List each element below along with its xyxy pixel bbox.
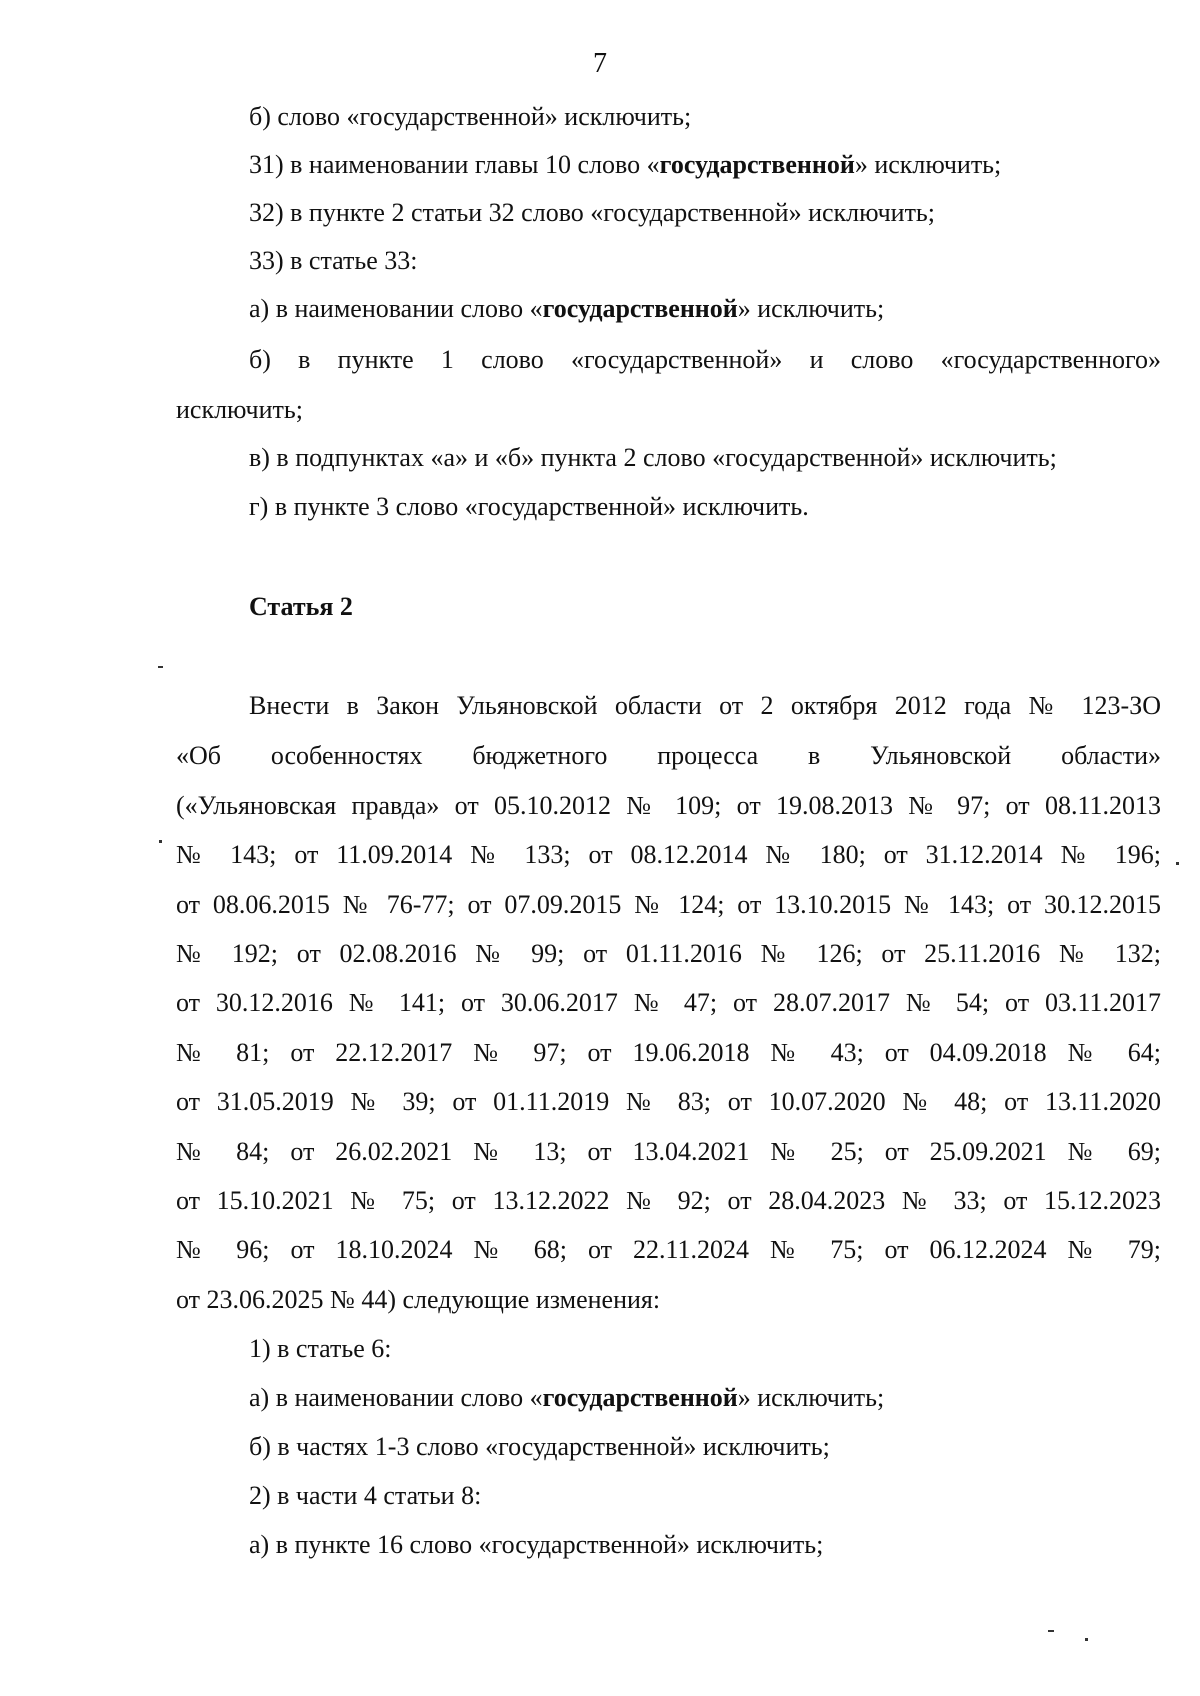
body-line: № 84; от 26.02.2021 № 13; от 13.04.2021 № 25; от 25.09.2021 № 69;: [176, 1137, 1161, 1166]
list-item: 31) в наименовании главы 10 слово «государственной» исключить;: [249, 150, 1002, 179]
scan-speck: [1176, 862, 1179, 865]
list-item: 33) в статье 33:: [249, 246, 418, 275]
body-line: № 192; от 02.08.2016 № 99; от 01.11.2016 № 126; от 25.11.2016 № 132;: [176, 939, 1161, 968]
list-item: 32) в пункте 2 статьи 32 слово «государственной» исключить;: [249, 198, 936, 227]
body-line: от 30.12.2016 № 141; от 30.06.2017 № 47; от 28.07.2017 № 54; от 03.11.2017: [176, 988, 1161, 1017]
scan-speck: [1048, 1630, 1054, 1632]
article-heading: Статья 2: [249, 592, 353, 621]
list-item: в) в подпунктах «а» и «б» пункта 2 слово «государственной» исключить;: [249, 443, 1057, 472]
scan-speck: [1085, 1638, 1088, 1641]
list-item: а) в наименовании слово «государственной» исключить;: [249, 1383, 885, 1412]
scan-speck: [158, 666, 163, 668]
list-item: а) в наименовании слово «государственной» исключить;: [249, 294, 885, 323]
body-line: № 96; от 18.10.2024 № 68; от 22.11.2024 № 75; от 06.12.2024 № 79;: [176, 1235, 1161, 1264]
page-number: 7: [593, 48, 607, 79]
body-line: от 08.06.2015 № 76-77; от 07.09.2015 № 124; от 13.10.2015 № 143; от 30.12.2015: [176, 890, 1161, 919]
body-line: № 81; от 22.12.2017 № 97; от 19.06.2018 № 43; от 04.09.2018 № 64;: [176, 1038, 1161, 1067]
scan-speck: [159, 840, 162, 843]
list-item: б) в частях 1-3 слово «государственной» исключить;: [249, 1432, 830, 1461]
body-line: Внести в Закон Ульяновской области от 2 октября 2012 года № 123-ЗО: [249, 691, 1161, 720]
body-line: от 31.05.2019 № 39; от 01.11.2019 № 83; от 10.07.2020 № 48; от 13.11.2020: [176, 1087, 1161, 1116]
list-item: а) в пункте 16 слово «государственной» исключить;: [249, 1530, 824, 1559]
body-line: № 143; от 11.09.2014 № 133; от 08.12.2014 № 180; от 31.12.2014 № 196;: [176, 840, 1161, 869]
body-line: («Ульяновская правда» от 05.10.2012 № 109; от 19.08.2013 № 97; от 08.11.2013: [176, 791, 1161, 820]
body-line: «Об особенностях бюджетного процесса в Ульяновской области»: [176, 741, 1161, 770]
body-line: от 23.06.2025 № 44) следующие изменения:: [176, 1285, 661, 1314]
list-item: б) в пункте 1 слово «государственной» и слово «государственного»: [249, 345, 1161, 374]
list-item: г) в пункте 3 слово «государственной» исключить.: [249, 492, 809, 521]
list-item-continuation: исключить;: [176, 395, 303, 424]
list-item: 2) в части 4 статьи 8:: [249, 1481, 482, 1510]
body-line: от 15.10.2021 № 75; от 13.12.2022 № 92; от 28.04.2023 № 33; от 15.12.2023: [176, 1186, 1161, 1215]
list-item: 1) в статье 6:: [249, 1334, 392, 1363]
list-item: б) слово «государственной» исключить;: [249, 102, 692, 131]
